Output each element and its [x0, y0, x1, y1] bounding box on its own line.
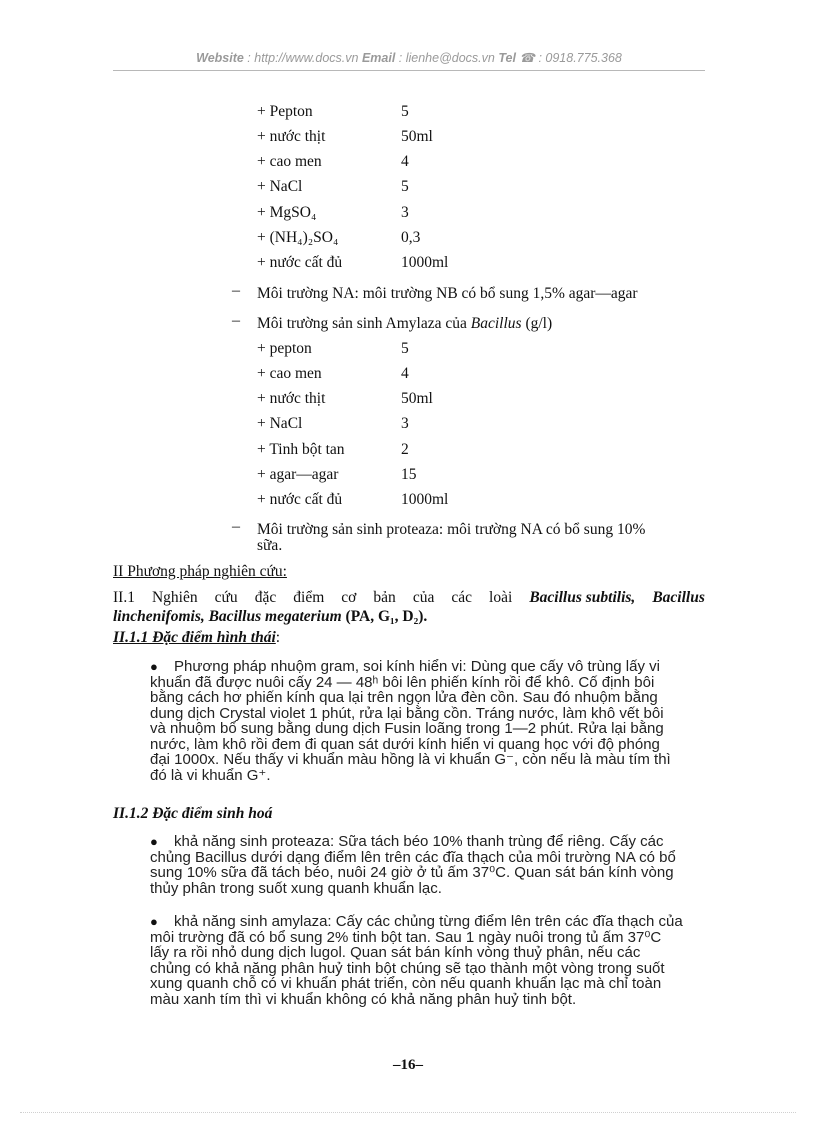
- protease-medium-text-cont: sữa.: [257, 537, 283, 554]
- bullet-amylase: [150, 914, 704, 1007]
- subsection-number: II.1: [113, 589, 135, 606]
- title-word: điểm: [293, 589, 325, 606]
- medium-na-text: Môi trường NA: môi trường NB có bổ sung 1,5% agar—agar: [257, 285, 638, 302]
- ingredient-name: + nước cất đủ: [257, 491, 343, 508]
- ingredient-value: 1000ml: [401, 254, 449, 271]
- text-line: đó là vi khuẩn G⁺.: [150, 766, 271, 784]
- species-name: Bacillus: [652, 589, 705, 606]
- species-name: linchenifomis, Bacillus megaterium: [113, 608, 342, 625]
- ingredient-value: 1000ml: [401, 491, 449, 508]
- text-line: thủy phân trong suốt xung quanh khuẩn lạc.: [150, 879, 442, 897]
- ingredient-name: + NaCl: [257, 415, 303, 432]
- ingredient-name: + (NH₄)₂SO₄: [257, 229, 339, 246]
- ingredient-name: + cao men: [257, 365, 322, 382]
- ingredient-value: 50ml: [401, 128, 433, 145]
- subsection-heading-biochem: II.1.2 Đặc điểm sinh hoá: [113, 805, 273, 822]
- title-word: cơ: [341, 589, 357, 606]
- ingredient-name: + agar—agar: [257, 466, 339, 483]
- ingredient-value: 5: [401, 178, 409, 195]
- ingredient-name: + cao men: [257, 153, 322, 170]
- strain-codes: (PA, G₁, D₂).: [341, 608, 428, 625]
- email-label: Email: [361, 51, 396, 65]
- text-line: khuẩn đã được nuôi cấy 24 — 48ʰ bôi lên phiến kính rồi để khô. Cố định bôi: [150, 673, 655, 691]
- ingredient-value: 5: [401, 103, 409, 120]
- dash-marker: –: [232, 518, 240, 535]
- ingredient-value: 4: [401, 365, 409, 382]
- ingredient-name: + nước thịt: [257, 390, 326, 407]
- ingredient-name: + NaCl: [257, 178, 303, 195]
- text-line: chủng có khả năng phân huỷ tinh bột chúng sẽ tạo thành một vòng trong suốt: [150, 959, 665, 977]
- header-divider: [113, 70, 705, 71]
- title-word: đặc: [254, 589, 277, 606]
- text-line: môi trường đã có bổ sung 2% tinh bột tan. Sau 1 ngày nuôi trong tủ ấm 37⁰C: [150, 928, 662, 946]
- text-line: xung quanh chỗ có vi khuẩn phát triển, còn nếu quanh khuẩn lạc mà chỉ toàn: [150, 975, 662, 992]
- text-line: dung dịch Crystal violet 1 phút, rửa lại bằng cồn. Tráng nước, làm khô vết bôi: [150, 704, 664, 722]
- title-word: của: [412, 589, 435, 606]
- title-word: các: [451, 589, 473, 606]
- ingredient-value: 3: [401, 204, 409, 221]
- bullet-protease: [150, 834, 704, 896]
- bullet-icon: ●: [150, 659, 158, 674]
- amylase-medium-text: Môi trường sản sinh Amylaza của Bacillus (g/l): [257, 315, 553, 332]
- text-line: chủng Bacillus dưới dạng điểm lên trên các đĩa thạch của môi trường NA có bổ: [150, 848, 676, 866]
- ingredient-value: 2: [401, 441, 409, 458]
- ingredient-value: 3: [401, 415, 409, 432]
- bullet-icon: ●: [150, 834, 158, 849]
- ingredient-name: + nước cất đủ: [257, 254, 343, 271]
- text-line: nước, làm khô rồi đem đi quan sát dưới kính hiển vi quang học với độ phóng: [150, 735, 660, 753]
- ingredient-value: 5: [401, 340, 409, 357]
- text-line: bằng cách hơ phiến kính qua lại trên ngọn lửa đèn cồn. Sau đó nhuộm bằng: [150, 689, 658, 706]
- title-word: Nghiên: [151, 589, 198, 606]
- heading-text: II.1.1 Đặc điểm hình thái: [113, 629, 276, 646]
- tel-value: ☎ : 0918.775.368: [515, 51, 622, 65]
- ingredient-value: 4: [401, 153, 409, 170]
- species-name: Bacillus subtilis,: [529, 589, 636, 606]
- text-line: đại 1000x. Nếu thấy vi khuẩn màu hồng là vi khuẩn G⁻, còn nếu là màu tím thì: [150, 751, 671, 768]
- footer-divider: [20, 1112, 796, 1113]
- bullet-icon: ●: [150, 914, 158, 929]
- subsection-heading-morphology: [113, 629, 280, 647]
- text-line: khả năng sinh amylaza: Cấy các chủng từng điểm lên trên các đĩa thạch của: [174, 913, 683, 930]
- text-line: sung 10% sữa đã tách béo, nuôi 24 giờ ở tủ ấm 37⁰C. Quan sát bán kính vòng: [150, 864, 674, 881]
- website-value: : http://www.docs.vn: [243, 51, 362, 65]
- ingredient-name: + MgSO₄: [257, 204, 317, 221]
- heading-colon: :: [275, 629, 281, 646]
- email-value: : lienhe@docs.vn: [395, 51, 499, 65]
- ingredient-name: + nước thịt: [257, 128, 326, 145]
- bullet-gram-stain: [150, 659, 704, 783]
- title-word: cứu: [214, 589, 238, 606]
- section-title: II Phương pháp nghiên cứu:: [113, 563, 287, 580]
- title-word: bản: [373, 589, 396, 606]
- protease-medium-text: Môi trường sản sinh proteaza: môi trường NA có bổ sung 10%: [257, 521, 646, 538]
- ingredient-name: + Pepton: [257, 103, 313, 120]
- ingredient-value: 50ml: [401, 390, 433, 407]
- genus-name: Bacillus: [470, 315, 522, 332]
- subsection-title: [113, 588, 705, 626]
- ingredient-name: + pepton: [257, 340, 312, 357]
- dash-marker: –: [232, 312, 240, 329]
- ingredient-value: 15: [401, 466, 417, 483]
- text-line: và nhuộm bổ sung bằng dung dịch Fusin loãng trong 1—2 phút. Rửa lại bằng: [150, 720, 664, 737]
- text-line: màu xanh tím thì vi khuẩn không có khả năng phân huỷ tinh bột.: [150, 990, 577, 1008]
- dash-marker: –: [232, 282, 240, 299]
- text-line: Phương pháp nhuộm gram, soi kính hiển vi: Dùng que cấy vô trùng lấy vi: [174, 658, 660, 675]
- title-word: loài: [489, 589, 513, 606]
- text-line: khả năng sinh proteaza: Sữa tách béo 10% thanh trùng để riêng. Cấy các: [174, 833, 664, 850]
- page-number: –16–: [393, 1057, 423, 1073]
- tel-label: Tel: [498, 51, 516, 65]
- ingredient-name: + Tinh bột tan: [257, 441, 345, 458]
- text-line: lấy ra rồi nhỏ dung dịch lugol. Quan sát bán kính vòng thuỷ phân, nếu các: [150, 944, 641, 961]
- page-header: [113, 50, 705, 65]
- website-label: Website: [196, 51, 244, 65]
- ingredient-value: 0,3: [401, 229, 421, 246]
